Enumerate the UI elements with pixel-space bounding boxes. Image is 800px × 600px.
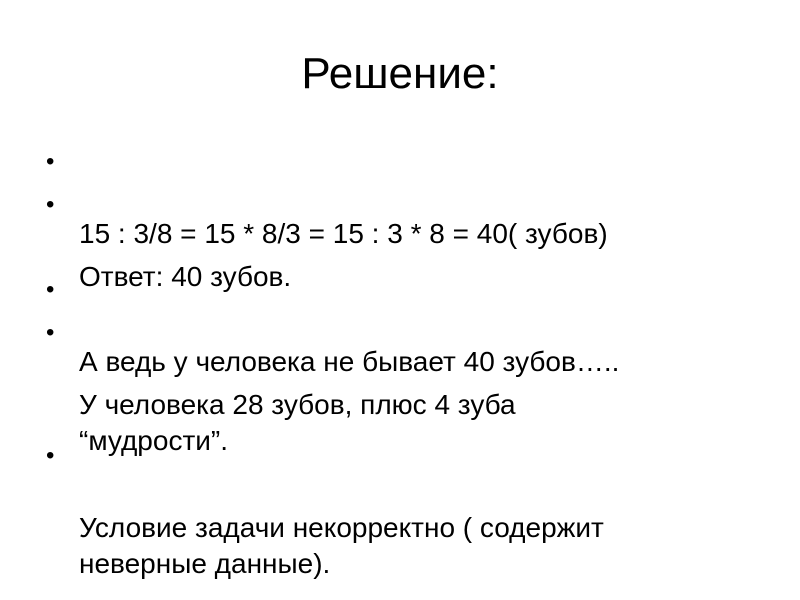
bullet-text: 15 : 3/8 = 15 * 8/3 = 15 : 3 * 8 = 40( зубов): [79, 218, 608, 249]
slide-title: Решение:: [301, 49, 499, 98]
bullet-text: У человека 28 зубов, плюс 4 зуба “мудрости”.: [79, 389, 516, 456]
bullet-text: Условие задачи некорректно ( содержит неверные данные).: [79, 512, 604, 579]
bullet-marker: •: [46, 191, 55, 218]
bullet-text: А ведь у человека не бывает 40 зубов…..: [79, 346, 620, 377]
bullet-text: Ответ: 40 зубов.: [79, 261, 292, 292]
bullet-item: [46, 438, 766, 600]
bullet-marker: •: [46, 148, 55, 175]
bullet-marker: •: [46, 442, 55, 469]
bullet-marker: •: [46, 319, 55, 346]
bullet-marker: •: [46, 276, 55, 303]
